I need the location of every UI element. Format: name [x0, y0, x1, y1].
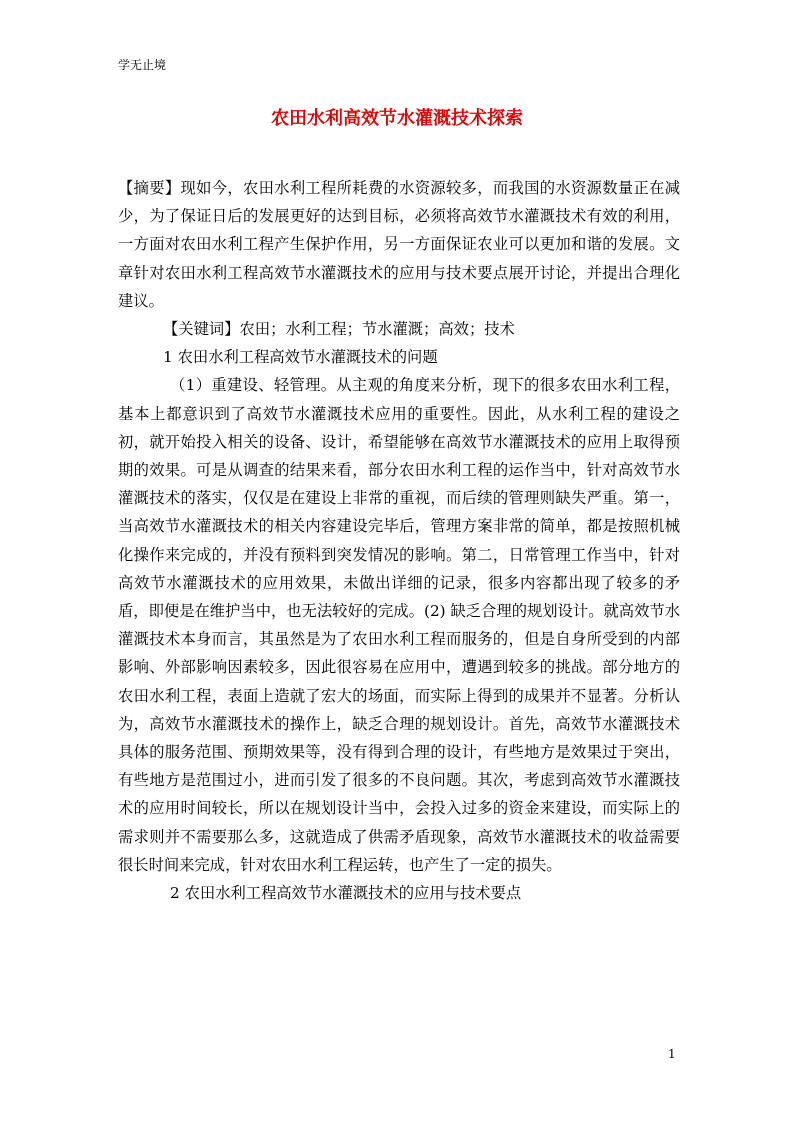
page-number: 1: [668, 1047, 676, 1061]
abstract-paragraph: 【摘要】现如今，农田水利工程所耗费的水资源较多，而我国的水资源数量正在减少，为了保证日后的发展更好的达到目标，必须将高效节水灌溉技术有效的利用，一方面对农田水利工程产生保护作用，另一方面保证农业可以更加和谐的发展。文章针对农田水利工程高效节水灌溉技术的应用与技术要点展开讨论，并提出合理化建议。: [118, 179, 680, 310]
document-title: 农田水利高效节水灌溉技术探索: [271, 108, 523, 129]
section-2-heading: 2 农田水利工程高效节水灌溉技术的应用与技术要点: [170, 884, 522, 903]
document-body: [118, 174, 680, 907]
section-1-heading: 1 农田水利工程高效节水灌溉技术的问题: [163, 348, 438, 367]
header-mark: 学无止境: [118, 58, 167, 72]
section-1-body: （1）重建设、轻管理。从主观的角度来分析，现下的很多农田水利工程，基本上都意识到了高效节水灌溉技术应用的重要性。因此，从水利工程的建设之初，就开始投入相关的设备、设计，希望能够在高效节水灌溉技术的应用上取得预期的效果。可是从调查的结果来看，部分农田水利工程的运作当中，针对高效节水灌溉技术的落实，仅仅是在建设上非常的重视，而后续的管理则缺失严重。第一，当高效节水灌溉技术的相关内容建设完毕后，管理方案非常的简单，都是按照机械化操作来完成的，并没有预料到突发情况的影响。第二，日常管理工作当中，针对高效节水灌溉技术的应用效果，未做出详细的记录，很多内容都出现了较多的矛盾，即便是在维护当中，也无法较好的完成。(2) 缺乏合理的规划设计。就高效节水灌溉技术本身而言，其虽然是为了农田水利工程而服务的，但是自身所受到的内部影响、外部影响因素较多，因此很容易在应用中，遭遇到较多的挑战。部分地方的农田水利工程，表面上造就了宏大的场面，而实际上得到的成果并不显著。分析认为，高效节水灌溉技术的操作上，缺乏合理的规划设计。首先，高效节水灌溉技术具体的服务范围、预期效果等，没有得到合理的设计，有些地方是效果过于突出，有些地方是范围过小，进而引发了很多的不良问题。其次，考虑到高效节水灌溉技术的应用时间较长，所以在规划设计当中，会投入过多的资金来建设，而实际上的需求则并不需要那么多，这就造成了供需矛盾现象，高效节水灌溉技术的收益需要很长时间来完成，针对农田水利工程运转，也产生了一定的损失。: [118, 376, 680, 874]
keywords-paragraph: 【关键词】农田；水利工程；节水灌溉；高效；技术: [163, 320, 515, 339]
